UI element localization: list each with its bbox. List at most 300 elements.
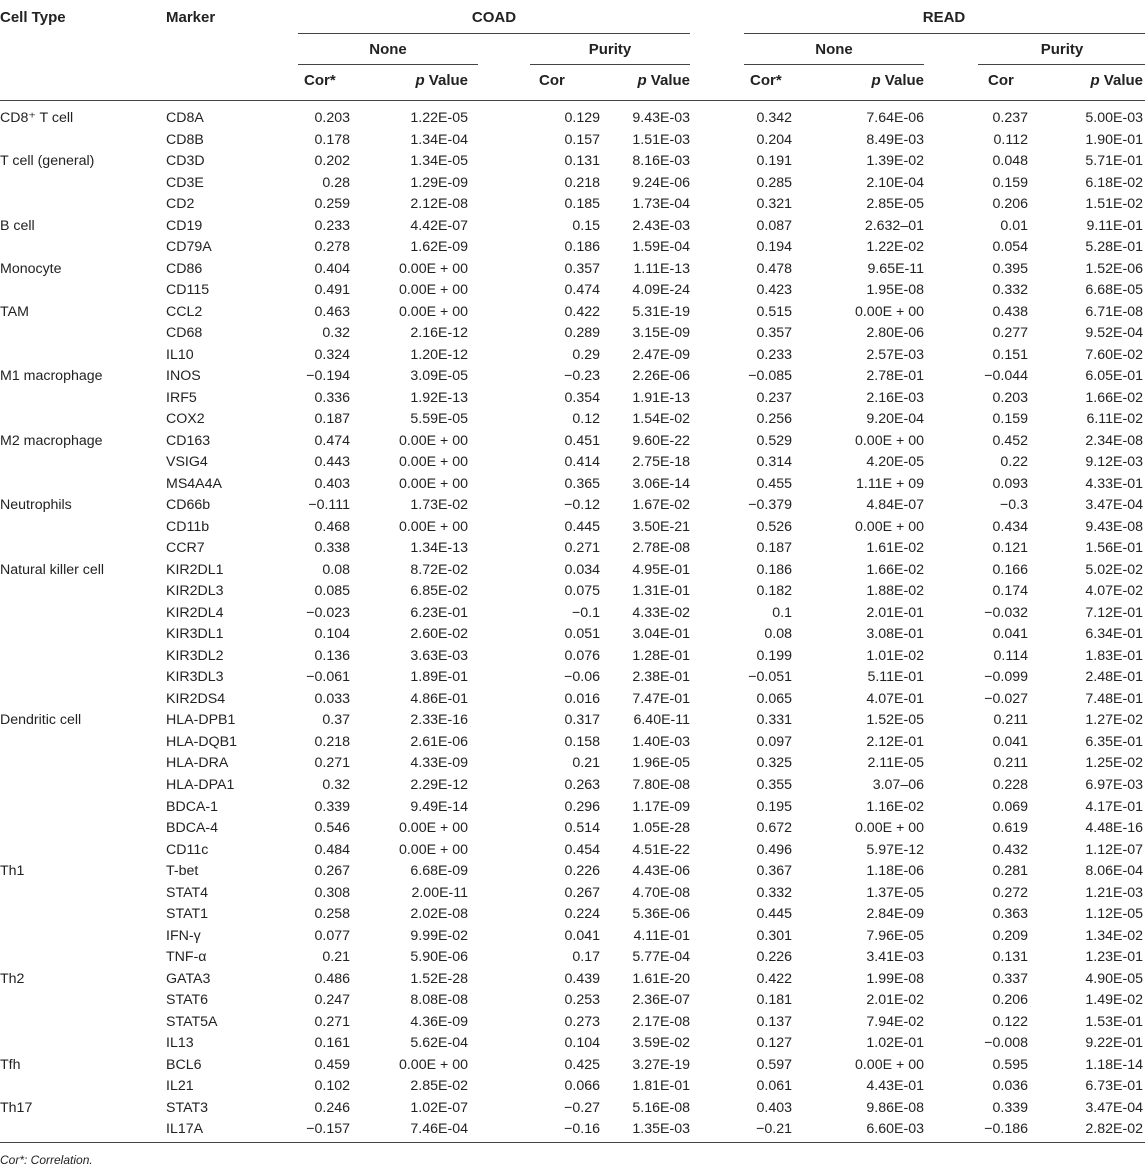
read-purity-pvalue-cell: 9.52E-04 [1085, 325, 1143, 342]
cell-type-cell: Th1 [0, 863, 25, 880]
coad-none-cor-cell: 0.202 [314, 153, 350, 170]
coad-purity-cor-cell: 0.474 [564, 282, 600, 299]
coad-none-pvalue-cell: 5.59E-05 [410, 411, 468, 428]
read-purity-pvalue-cell: 1.66E-02 [1085, 389, 1143, 406]
read-none-pvalue-cell: 7.64E-06 [866, 110, 924, 126]
marker-cell: CD68 [166, 325, 203, 342]
coad-purity-cor-cell: 0.454 [564, 841, 600, 858]
read-none-pvalue-cell: 6.60E-03 [866, 1121, 924, 1138]
coad-purity-pvalue-cell: 8.16E-03 [632, 153, 690, 170]
coad-none-pvalue-cell: 0.00E + 00 [398, 475, 468, 492]
coad-purity-cor-cell: −0.16 [564, 1121, 600, 1138]
read-purity-cor-cell: 0.438 [992, 303, 1028, 320]
read-none-cor-cell: −0.085 [748, 368, 792, 385]
read-none-cor-cell: 0.226 [756, 949, 792, 966]
marker-cell: CD79A [166, 239, 212, 256]
coad-purity-pvalue-cell: 6.40E-11 [633, 712, 690, 729]
read-purity-cor-cell: 0.363 [992, 906, 1028, 923]
coad-none-cor-cell: 0.339 [314, 798, 350, 815]
coad-purity-cor-cell: 0.186 [564, 239, 600, 256]
coad-purity-cor-cell: 0.439 [564, 970, 600, 987]
coad-none-cor-cell: 0.308 [314, 884, 350, 901]
read-none-cor-cell: 0.422 [756, 970, 792, 987]
coad-purity-cor-cell: 0.129 [564, 110, 600, 126]
coad-none-cor-cell: 0.271 [314, 755, 350, 772]
read-none-cor-cell: 0.187 [756, 540, 792, 557]
coad-none-pvalue-cell: 0.00E + 00 [398, 1056, 468, 1073]
coad-none-pvalue-cell: 1.73E-02 [410, 497, 468, 514]
table-row [0, 409, 1145, 431]
read-purity-pvalue-cell: 7.60E-02 [1085, 346, 1143, 363]
coad-purity-pvalue-cell: 3.27E-19 [632, 1056, 690, 1073]
marker-cell: STAT1 [166, 906, 209, 923]
read-purity-pvalue-cell: 7.48E-01 [1085, 690, 1143, 707]
read-none-cor-cell: 0.367 [756, 863, 792, 880]
read-purity-cor-cell: −0.3 [999, 497, 1028, 514]
coad-none-cor-cell: 0.077 [314, 927, 350, 944]
read-purity-cor-cell: 0.01 [1000, 217, 1028, 234]
read-none-pvalue-cell: 2.84E-09 [866, 906, 924, 923]
read-purity-pvalue-cell: 1.83E-01 [1085, 647, 1143, 664]
read-purity-cor-cell: 0.395 [992, 260, 1028, 277]
coad-none-cor-cell: 0.102 [314, 1078, 350, 1095]
table-row [0, 345, 1145, 367]
coad-purity-cor-cell: 0.158 [564, 733, 600, 750]
coad-purity-pvalue-cell: 1.05E-28 [632, 820, 690, 837]
cell-type-cell: Th2 [0, 970, 25, 987]
read-none-pvalue-cell: 2.16E-03 [866, 389, 924, 406]
read-none-cor-cell: 0.08 [764, 626, 792, 643]
marker-cell: CD8A [166, 110, 204, 126]
table-row [0, 323, 1145, 345]
coad-purity-cor-cell: 0.357 [564, 260, 600, 277]
read-purity-pvalue-cell: 9.12E-03 [1085, 454, 1143, 471]
marker-cell: IL21 [166, 1078, 194, 1095]
read-purity-pvalue-cell: 6.11E-02 [1086, 411, 1143, 428]
table-row [0, 926, 1145, 948]
coad-none-cor-cell: 0.08 [322, 561, 350, 578]
coad-none-pvalue-cell: 0.00E + 00 [398, 518, 468, 535]
coad-none-cor-cell: 0.258 [314, 906, 350, 923]
coad-purity-pvalue-cell: 2.38E-01 [632, 669, 690, 686]
read-none-pvalue-cell: 2.57E-03 [866, 346, 924, 363]
read-purity-pvalue-cell: 1.18E-14 [1085, 1056, 1143, 1073]
read-none-pvalue-cell: 0.00E + 00 [854, 820, 924, 837]
read-none-pvalue-cell: 2.80E-06 [866, 325, 924, 342]
read-none-cor-cell: 0.1 [772, 604, 792, 621]
marker-cell: T-bet [166, 863, 199, 880]
read-none-cor-cell: 0.061 [756, 1078, 792, 1095]
table-row [0, 431, 1145, 453]
read-none-cor-cell: 0.526 [756, 518, 792, 535]
table-row [0, 495, 1145, 517]
read-none-cor-cell: 0.137 [756, 1013, 792, 1030]
coad-none-pvalue-cell: 0.00E + 00 [398, 820, 468, 837]
coad-purity-pvalue-cell: 1.61E-20 [632, 970, 690, 987]
read-purity-pvalue-cell: 1.25E-02 [1085, 755, 1143, 772]
read-none-cor-cell: 0.672 [756, 820, 792, 837]
marker-cell: BDCA-1 [166, 798, 219, 815]
marker-cell: HLA-DPA1 [166, 776, 235, 793]
coad-none-pvalue-cell: 0.00E + 00 [398, 282, 468, 299]
read-purity-pvalue-cell: 1.21E-03 [1085, 884, 1143, 901]
coad-none-pvalue-cell: 2.16E-12 [410, 325, 468, 342]
read-purity-cor-cell: 0.041 [992, 626, 1028, 643]
table-row [0, 818, 1145, 840]
read-none-pvalue-cell: 2.01E-02 [866, 992, 924, 1009]
coad-none-cor-cell: 0.233 [314, 217, 350, 234]
coad-purity-cor-cell: 0.157 [564, 131, 600, 148]
read-none-pvalue-cell: 1.99E-08 [866, 970, 924, 987]
table-row [0, 1076, 1145, 1098]
coad-none-pvalue-cell: 0.00E + 00 [398, 303, 468, 320]
table-row [0, 1119, 1145, 1141]
coad-purity-pvalue-cell: 1.96E-05 [632, 755, 690, 772]
coad-purity-pvalue-cell: 1.67E-02 [632, 497, 690, 514]
coad-none-pvalue-cell: 2.33E-16 [410, 712, 468, 729]
marker-cell: BCL6 [166, 1056, 202, 1073]
coad-purity-pvalue-cell: 4.11E-01 [633, 927, 690, 944]
table-row [0, 775, 1145, 797]
coad-none-cor-cell: 0.21 [322, 949, 350, 966]
table-row [0, 366, 1145, 388]
read-none-pvalue-cell: 2.10E-04 [866, 174, 924, 191]
coad-none-cor-cell: 0.463 [314, 303, 350, 320]
marker-cell: IL13 [166, 1035, 194, 1052]
read-none-cor-cell: 0.321 [756, 196, 792, 213]
marker-cell: GATA3 [166, 970, 211, 987]
read-purity-pvalue-cell: 1.12E-05 [1085, 906, 1143, 923]
coad-purity-pvalue-cell: 9.43E-03 [632, 110, 690, 126]
table-row [0, 452, 1145, 474]
read-purity-cor-cell: 0.211 [993, 755, 1028, 772]
marker-cell: IL17A [166, 1121, 204, 1138]
coad-none-pvalue-cell: 6.68E-09 [410, 863, 468, 880]
coad-none-pvalue-cell: 2.29E-12 [410, 776, 468, 793]
read-purity-cor-cell: 0.122 [992, 1013, 1028, 1030]
read-none-pvalue-cell: 9.20E-04 [866, 411, 924, 428]
coad-none-cor-cell: 0.203 [314, 110, 350, 126]
coad-none-pvalue-cell: 0.00E + 00 [398, 841, 468, 858]
coad-none-pvalue-cell: 9.49E-14 [410, 798, 468, 815]
coad-purity-cor-cell: 0.034 [564, 561, 600, 578]
coad-none-cor-cell: 0.161 [314, 1035, 350, 1052]
read-purity-pvalue-cell: 1.34E-02 [1085, 927, 1143, 944]
read-purity-cor-cell: 0.272 [992, 884, 1028, 901]
coad-none-pvalue-cell: 0.00E + 00 [398, 260, 468, 277]
read-none-cor-cell: 0.455 [756, 475, 792, 492]
coad-purity-pvalue-cell: 9.24E-06 [632, 174, 690, 191]
read-none-cor-cell: 0.191 [756, 153, 792, 170]
read-purity-pvalue-cell: 1.52E-06 [1085, 260, 1143, 277]
coad-none-cor-cell: 0.271 [314, 1013, 350, 1030]
coad-none-cor-cell: 0.32 [322, 776, 350, 793]
marker-cell: CD3E [166, 174, 204, 191]
read-none-pvalue-cell: 1.37E-05 [866, 884, 924, 901]
coad-none-pvalue-cell: 1.20E-12 [410, 346, 468, 363]
coad-none-cor-cell: −0.023 [306, 604, 350, 621]
coad-purity-cor-cell: 0.066 [564, 1078, 600, 1095]
marker-cell: HLA-DPB1 [166, 712, 236, 729]
table-row [0, 517, 1145, 539]
marker-cell: STAT6 [166, 992, 209, 1009]
coad-purity-pvalue-cell: 4.95E-01 [632, 561, 690, 578]
read-purity-cor-cell: 0.595 [992, 1056, 1028, 1073]
coad-none-pvalue-cell: 1.34E-13 [410, 540, 468, 557]
read-none-cor-cell: 0.355 [756, 776, 792, 793]
read-purity-pvalue-cell: 9.43E-08 [1085, 518, 1143, 535]
coad-purity-cor-cell: −0.1 [571, 604, 600, 621]
table-row [0, 969, 1145, 991]
coad-divider [298, 33, 690, 34]
table-row [0, 280, 1145, 302]
coad-purity-pvalue-cell: 3.50E-21 [632, 518, 690, 535]
coad-purity-cor-cell: 0.224 [564, 906, 600, 923]
read-purity-cor-cell: 0.048 [992, 153, 1028, 170]
read-none-pvalue-cell: 4.20E-05 [866, 454, 924, 471]
read-purity-cor-cell: 0.174 [992, 583, 1028, 600]
coad-purity-pvalue-cell: 5.36E-06 [632, 906, 690, 923]
read-none-pvalue-cell: 5.11E-01 [867, 669, 924, 686]
read-none-pvalue-cell: 1.95E-08 [866, 282, 924, 299]
read-purity-pvalue-cell: 1.49E-02 [1085, 992, 1143, 1009]
marker-cell: BDCA-4 [166, 820, 219, 837]
read-purity-cor-cell: −0.044 [984, 368, 1028, 385]
cell-type-cell: CD8⁺ T cell [0, 110, 74, 126]
header-read-none-cor: Cor* [750, 72, 782, 89]
cell-type-cell: Dendritic cell [0, 712, 82, 729]
table-row [0, 861, 1145, 883]
cell-type-cell: T cell (general) [0, 153, 95, 170]
coad-purity-cor-cell: 0.218 [564, 174, 600, 191]
header-coad-purity: Purity [588, 41, 632, 58]
coad-none-pvalue-cell: 8.72E-02 [410, 561, 468, 578]
coad-purity-cor-cell: 0.289 [564, 325, 600, 342]
coad-none-pvalue-cell: 1.52E-28 [410, 970, 468, 987]
read-purity-pvalue-cell: 6.35E-01 [1085, 733, 1143, 750]
read-none-pvalue-cell: 4.43E-01 [866, 1078, 924, 1095]
coad-purity-pvalue-cell: 5.77E-04 [632, 949, 690, 966]
header-read: READ [922, 9, 966, 26]
read-purity-pvalue-cell: 1.23E-01 [1085, 949, 1143, 966]
coad-none-cor-cell: 0.178 [314, 131, 350, 148]
table-row [0, 689, 1145, 711]
marker-cell: KIR2DL3 [166, 583, 224, 600]
read-purity-pvalue-cell: 8.06E-04 [1085, 863, 1143, 880]
marker-cell: IFN-γ [166, 927, 201, 944]
coad-purity-cor-cell: 0.076 [564, 647, 600, 664]
coad-none-pvalue-cell: 5.62E-04 [410, 1035, 468, 1052]
read-purity-cor-cell: −0.186 [984, 1121, 1028, 1138]
coad-purity-cor-cell: 0.185 [564, 196, 600, 213]
marker-cell: STAT5A [166, 1013, 218, 1030]
read-purity-cor-cell: 0.166 [992, 561, 1028, 578]
coad-none-cor-cell: 0.033 [314, 690, 350, 707]
coad-purity-pvalue-cell: 7.47E-01 [632, 690, 690, 707]
coad-purity-pvalue-cell: 3.06E-14 [632, 475, 690, 492]
coad-none-pvalue-cell: 0.00E + 00 [398, 432, 468, 449]
read-none-pvalue-cell: 1.02E-01 [866, 1035, 924, 1052]
cell-type-cell: M1 macrophage [0, 368, 103, 385]
read-none-cor-cell: 0.314 [756, 454, 792, 471]
read-none-cor-cell: 0.496 [756, 841, 792, 858]
table-row [0, 840, 1145, 862]
coad-purity-cor-cell: 0.273 [564, 1013, 600, 1030]
coad-none-cor-cell: 0.104 [314, 626, 350, 643]
read-none-cor-cell: 0.182 [756, 583, 792, 600]
read-none-cor-cell: 0.529 [756, 432, 792, 449]
read-none-cor-cell: 0.087 [756, 217, 792, 234]
header-read-purity: Purity [1040, 41, 1084, 58]
read-purity-cor-cell: 0.206 [992, 992, 1028, 1009]
coad-purity-cor-cell: −0.27 [564, 1099, 600, 1116]
coad-purity-cor-cell: 0.365 [564, 475, 600, 492]
read-purity-pvalue-cell: 3.47E-04 [1085, 1099, 1143, 1116]
coad-none-cor-cell: 0.459 [314, 1056, 350, 1073]
read-none-cor-cell: 0.256 [756, 411, 792, 428]
marker-cell: VSIG4 [166, 454, 208, 471]
coad-purity-pvalue-cell: 1.59E-04 [632, 239, 690, 256]
coad-purity-cor-cell: 0.267 [564, 884, 600, 901]
read-none-cor-cell: 0.423 [756, 282, 792, 299]
coad-none-pvalue-cell: 6.85E-02 [410, 583, 468, 600]
coad-none-divider [298, 64, 478, 65]
header-read-none-pvalue: p Value [871, 72, 924, 89]
header-coad-none-cor: Cor* [304, 72, 336, 89]
coad-purity-pvalue-cell: 1.17E-09 [632, 798, 690, 815]
coad-purity-pvalue-cell: 2.17E-08 [632, 1013, 690, 1030]
read-none-cor-cell: 0.342 [756, 110, 792, 126]
read-purity-divider [978, 64, 1145, 65]
coad-none-pvalue-cell: 7.46E-04 [410, 1121, 468, 1138]
read-none-pvalue-cell: 1.18E-06 [866, 863, 924, 880]
coad-none-cor-cell: 0.404 [314, 260, 350, 277]
read-purity-cor-cell: 0.209 [992, 927, 1028, 944]
read-none-pvalue-cell: 2.01E-01 [866, 604, 924, 621]
coad-none-cor-cell: −0.061 [306, 669, 350, 686]
coad-purity-cor-cell: 0.29 [572, 346, 600, 363]
table-row [0, 1033, 1145, 1055]
footnote: Cor*: Correlation. [0, 1153, 93, 1167]
coad-purity-cor-cell: 0.17 [572, 949, 600, 966]
read-none-divider [744, 64, 924, 65]
coad-none-pvalue-cell: 4.36E-09 [410, 1013, 468, 1030]
read-none-cor-cell: 0.199 [756, 647, 792, 664]
coad-purity-pvalue-cell: 5.16E-08 [632, 1099, 690, 1116]
read-none-cor-cell: 0.515 [756, 303, 792, 320]
read-none-pvalue-cell: 1.01E-02 [866, 647, 924, 664]
read-none-cor-cell: 0.332 [756, 884, 792, 901]
read-purity-pvalue-cell: 6.18E-02 [1085, 174, 1143, 191]
read-purity-cor-cell: 0.228 [992, 776, 1028, 793]
table-row [0, 388, 1145, 410]
read-purity-cor-cell: 0.281 [992, 863, 1028, 880]
coad-none-cor-cell: 0.468 [314, 518, 350, 535]
read-none-pvalue-cell: 9.86E-08 [866, 1099, 924, 1116]
marker-cell: COX2 [166, 411, 205, 428]
read-purity-pvalue-cell: 9.11E-01 [1086, 217, 1143, 234]
header-coad-none: None [369, 41, 407, 58]
coad-none-cor-cell: 0.28 [322, 174, 350, 191]
coad-purity-pvalue-cell: 2.75E-18 [632, 454, 690, 471]
coad-purity-cor-cell: 0.514 [564, 820, 600, 837]
coad-purity-cor-cell: 0.131 [564, 153, 600, 170]
read-purity-cor-cell: 0.151 [992, 346, 1028, 363]
read-none-pvalue-cell: 2.11E-05 [867, 755, 924, 772]
coad-none-cor-cell: 0.136 [314, 647, 350, 664]
header-coad-purity-pvalue: p Value [637, 72, 690, 89]
coad-purity-pvalue-cell: 1.31E-01 [632, 583, 690, 600]
coad-purity-cor-cell: 0.263 [564, 776, 600, 793]
marker-cell: CD2 [166, 196, 195, 213]
table-row [0, 237, 1145, 259]
coad-none-pvalue-cell: 9.99E-02 [410, 927, 468, 944]
read-purity-pvalue-cell: 2.48E-01 [1085, 669, 1143, 686]
read-purity-cor-cell: 0.041 [992, 733, 1028, 750]
read-none-cor-cell: 0.325 [756, 755, 792, 772]
read-purity-pvalue-cell: 1.27E-02 [1085, 712, 1143, 729]
table-row [0, 173, 1145, 195]
cell-type-cell: M2 macrophage [0, 432, 103, 449]
coad-none-pvalue-cell: 4.33E-09 [410, 755, 468, 772]
read-purity-cor-cell: −0.008 [984, 1035, 1028, 1052]
coad-none-pvalue-cell: 2.12E-08 [410, 196, 468, 213]
coad-none-pvalue-cell: 2.85E-02 [410, 1078, 468, 1095]
read-none-cor-cell: 0.204 [756, 131, 792, 148]
coad-purity-pvalue-cell: 1.35E-03 [632, 1121, 690, 1138]
table-row [0, 130, 1145, 152]
marker-cell: CD86 [166, 260, 203, 277]
header-coad-purity-cor: Cor [539, 72, 565, 89]
read-none-cor-cell: 0.065 [756, 690, 792, 707]
read-none-pvalue-cell: 1.11E + 09 [856, 475, 924, 492]
marker-cell: CCL2 [166, 303, 203, 320]
read-purity-cor-cell: 0.434 [992, 518, 1028, 535]
table-body [0, 108, 1145, 1141]
coad-purity-cor-cell: 0.041 [564, 927, 600, 944]
read-purity-pvalue-cell: 6.97E-03 [1085, 776, 1143, 793]
coad-none-pvalue-cell: 1.89E-01 [410, 669, 468, 686]
coad-none-pvalue-cell: 2.00E-11 [411, 884, 468, 901]
coad-purity-pvalue-cell: 9.60E-22 [632, 432, 690, 449]
coad-none-pvalue-cell: 5.90E-06 [410, 949, 468, 966]
coad-none-cor-cell: 0.338 [314, 540, 350, 557]
coad-purity-pvalue-cell: 3.15E-09 [632, 325, 690, 342]
marker-cell: IRF5 [166, 389, 197, 406]
coad-purity-pvalue-cell: 4.09E-24 [632, 282, 690, 299]
read-none-pvalue-cell: 9.65E-11 [867, 260, 924, 277]
table-row [0, 904, 1145, 926]
read-none-pvalue-cell: 3.41E-03 [866, 949, 924, 966]
coad-none-cor-cell: 0.085 [314, 583, 350, 600]
coad-purity-cor-cell: 0.226 [564, 863, 600, 880]
coad-purity-pvalue-cell: 4.70E-08 [632, 884, 690, 901]
marker-cell: KIR2DL4 [166, 604, 224, 621]
bottom-rule [0, 1142, 1145, 1143]
read-purity-pvalue-cell: 1.12E-07 [1085, 841, 1143, 858]
coad-purity-pvalue-cell: 2.26E-06 [632, 368, 690, 385]
read-purity-pvalue-cell: 6.73E-01 [1085, 1078, 1143, 1095]
header-read-purity-cor: Cor [988, 72, 1014, 89]
coad-purity-pvalue-cell: 7.80E-08 [632, 776, 690, 793]
coad-none-cor-cell: 0.32 [322, 325, 350, 342]
coad-none-cor-cell: 0.336 [314, 389, 350, 406]
marker-cell: KIR3DL1 [166, 626, 224, 643]
coad-none-cor-cell: 0.484 [314, 841, 350, 858]
coad-purity-cor-cell: 0.425 [564, 1056, 600, 1073]
read-purity-pvalue-cell: 1.53E-01 [1085, 1013, 1143, 1030]
read-purity-pvalue-cell: 5.00E-03 [1085, 110, 1143, 126]
